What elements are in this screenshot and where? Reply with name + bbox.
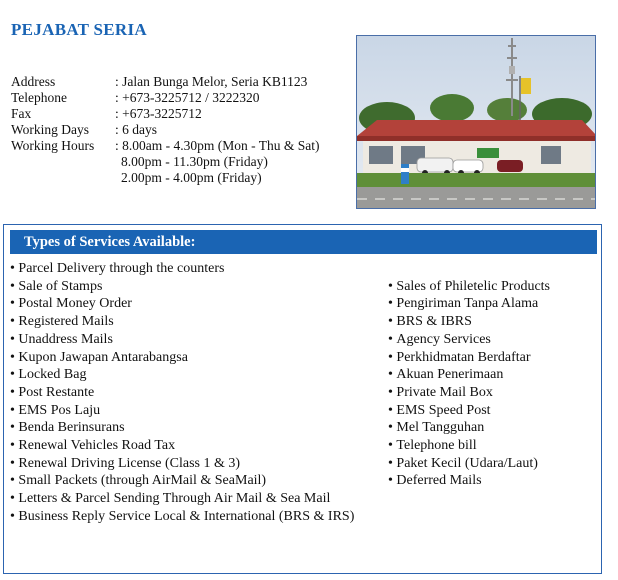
list-item: • Sale of Stamps <box>10 278 354 296</box>
fax-value: : +673-3225712 <box>115 106 202 121</box>
list-item: • Benda Berinsurans <box>10 419 354 437</box>
telephone-row <box>11 90 319 106</box>
list-item: • Mel Tangguhan <box>388 419 550 437</box>
list-item: • Agency Services <box>388 331 550 349</box>
address-value: : Jalan Bunga Melor, Seria KB1123 <box>115 74 308 89</box>
list-item: • Paket Kecil (Udara/Laut) <box>388 455 550 473</box>
working-days-label: Working Days <box>11 122 90 137</box>
list-item: • Small Packets (through AirMail & SeaMail) <box>10 472 354 490</box>
address-row <box>11 74 319 90</box>
working-hours-friday-evening: 8.00pm - 11.30pm (Friday) <box>121 154 268 169</box>
working-hours-value: : 8.00am - 4.30pm (Mon - Thu & Sat) <box>115 138 320 153</box>
list-item: • Kupon Jawapan Antarabangsa <box>10 349 354 367</box>
list-item: • Renewal Driving License (Class 1 & 3) <box>10 455 354 473</box>
office-details <box>11 74 319 186</box>
services-list-right <box>388 278 550 490</box>
fax-row <box>11 106 319 122</box>
list-item: • Deferred Mails <box>388 472 550 490</box>
working-days-row <box>11 122 319 138</box>
address-label: Address <box>11 74 56 89</box>
working-days-value: : 6 days <box>115 122 157 137</box>
list-item: • Pengiriman Tanpa Alama <box>388 295 550 313</box>
list-item: • Sales of Philetelic Products <box>388 278 550 296</box>
working-hours-row <box>11 138 319 154</box>
services-panel <box>3 224 602 574</box>
services-header: Types of Services Available: <box>10 230 597 254</box>
list-item: • Private Mail Box <box>388 384 550 402</box>
working-hours-friday-afternoon: 2.00pm - 4.00pm (Friday) <box>121 170 262 185</box>
list-item: • BRS & IBRS <box>388 313 550 331</box>
list-item: • Perkhidmatan Berdaftar <box>388 349 550 367</box>
list-item: • Locked Bag <box>10 366 354 384</box>
list-item: • Unaddress Mails <box>10 331 354 349</box>
services-list-left <box>10 260 354 526</box>
list-item: • EMS Pos Laju <box>10 402 354 420</box>
post-office-photo <box>356 35 596 209</box>
telephone-value: : +673-3225712 / 3222320 <box>115 90 260 105</box>
list-item: • Postal Money Order <box>10 295 354 313</box>
working-hours-label: Working Hours <box>11 138 95 153</box>
list-item: • Post Restante <box>10 384 354 402</box>
list-item: • Renewal Vehicles Road Tax <box>10 437 354 455</box>
telephone-label: Telephone <box>11 90 68 105</box>
list-item: • Akuan Penerimaan <box>388 366 550 384</box>
list-item: • Parcel Delivery through the counters <box>10 260 354 278</box>
list-item: • Business Reply Service Local & International (BRS & IRS) <box>10 508 354 526</box>
fax-label: Fax <box>11 106 32 121</box>
list-item: • Letters & Parcel Sending Through Air Mail & Sea Mail <box>10 490 354 508</box>
post-office-building-image <box>357 36 596 209</box>
page-title: PEJABAT SERIA <box>11 20 147 39</box>
list-item: • Registered Mails <box>10 313 354 331</box>
list-item: • Telephone bill <box>388 437 550 455</box>
list-item: • EMS Speed Post <box>388 402 550 420</box>
